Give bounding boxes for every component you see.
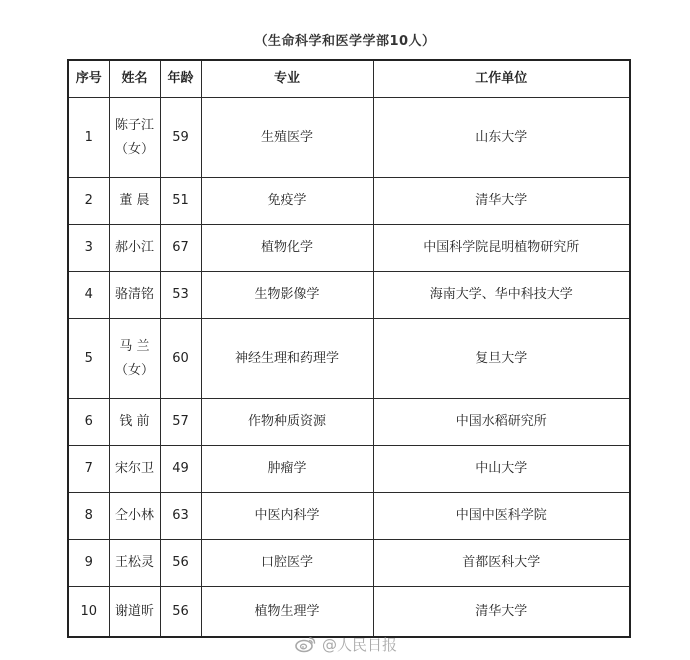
table-row [68,98,630,178]
watermark-text: @人民日报 [322,635,398,654]
cell-name: 郝小江 [109,225,160,272]
cell-index: 9 [68,540,109,587]
cell-major: 植物生理学 [201,587,373,638]
table-row [68,319,630,399]
cell-age: 53 [160,272,201,319]
table-row [68,493,630,540]
cell-index: 4 [68,272,109,319]
cell-org: 中国科学院昆明植物研究所 [373,225,630,272]
cell-age: 56 [160,540,201,587]
cell-major: 作物种质资源 [201,399,373,446]
header-index: 序号 [68,60,109,98]
person-note: （女） [114,362,154,378]
cell-name [109,98,160,178]
table-row [68,399,630,446]
cell-org: 中国水稻研究所 [373,399,630,446]
cell-index: 7 [68,446,109,493]
cell-age: 56 [160,587,201,638]
header-age: 年龄 [160,60,201,98]
cell-org: 山东大学 [373,98,630,178]
cell-age: 51 [160,178,201,225]
cell-major: 口腔医学 [201,540,373,587]
weibo-watermark [295,633,397,655]
cell-org: 海南大学、华中科技大学 [373,272,630,319]
cell-major: 生物影像学 [201,272,373,319]
header-name: 姓名 [109,60,160,98]
cell-index: 2 [68,178,109,225]
cell-org: 清华大学 [373,587,630,638]
cell-org: 复旦大学 [373,319,630,399]
cell-name: 宋尔卫 [109,446,160,493]
cell-age: 57 [160,399,201,446]
person-name: 陈子江 [114,117,154,133]
cell-major: 免疫学 [201,178,373,225]
cell-major: 中医内科学 [201,493,373,540]
table-row [68,540,630,587]
cell-org: 清华大学 [373,178,630,225]
table-row [68,178,630,225]
cell-age: 49 [160,446,201,493]
table-row [68,446,630,493]
cell-major: 肿瘤学 [201,446,373,493]
cell-name: 钱 前 [109,399,160,446]
weibo-icon [295,635,317,653]
person-name: 马 兰 [119,338,150,354]
cell-major: 植物化学 [201,225,373,272]
table-row [68,225,630,272]
table-header-row [68,60,630,98]
cell-name: 王松灵 [109,540,160,587]
cell-name: 董 晨 [109,178,160,225]
table-row [68,272,630,319]
cell-index: 8 [68,493,109,540]
cell-age: 59 [160,98,201,178]
cell-age: 67 [160,225,201,272]
header-major: 专业 [201,60,373,98]
cell-index: 10 [68,587,109,638]
cell-name: 骆清铭 [109,272,160,319]
header-org: 工作单位 [373,60,630,98]
cell-index: 3 [68,225,109,272]
cell-name [109,319,160,399]
cell-name: 谢道昕 [109,587,160,638]
table-caption: （生命科学和医学学部10人） [254,34,436,49]
table-row [68,587,630,638]
person-note: （女） [114,141,154,157]
cell-index: 1 [68,98,109,178]
cell-major: 生殖医学 [201,98,373,178]
cell-index: 6 [68,399,109,446]
cell-major: 神经生理和药理学 [201,319,373,399]
cell-age: 60 [160,319,201,399]
cell-name: 仝小林 [109,493,160,540]
cell-org: 首都医科大学 [373,540,630,587]
cell-index: 5 [68,319,109,399]
cell-org: 中山大学 [373,446,630,493]
cell-org: 中国中医科学院 [373,493,630,540]
cell-age: 63 [160,493,201,540]
academician-table [67,59,631,638]
